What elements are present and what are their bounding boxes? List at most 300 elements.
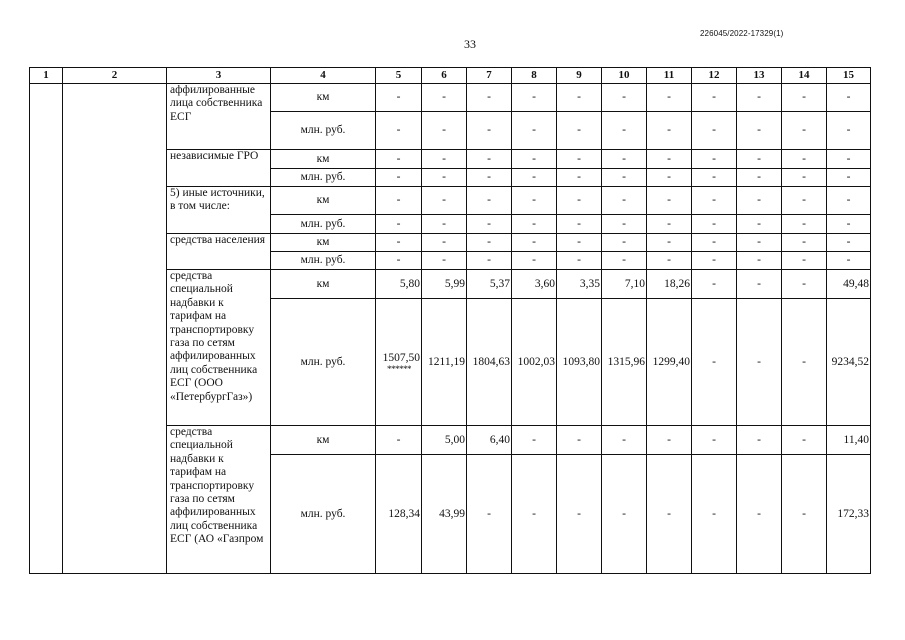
value-cell: [557, 215, 602, 234]
value-cell: [602, 215, 647, 234]
value-text: -: [622, 217, 626, 230]
value-cell: [602, 112, 647, 150]
unit-cell: млн. руб.: [271, 169, 376, 187]
value-cell: [782, 187, 827, 215]
value-cell: [422, 215, 467, 234]
value-text: -: [396, 171, 401, 183]
unit-cell: млн. руб.: [271, 252, 376, 270]
value-text: -: [846, 171, 851, 183]
value-cell: [647, 299, 692, 426]
value-text: -: [757, 91, 761, 103]
value-text: -: [802, 124, 806, 136]
value-text: -: [396, 152, 401, 165]
value-text: -: [532, 194, 536, 206]
value-text: -: [622, 152, 626, 165]
value-cell: [737, 215, 782, 234]
value-cell: [422, 112, 467, 150]
value-text: -: [442, 236, 446, 248]
value-text: -: [846, 217, 851, 230]
value-text: -: [577, 254, 581, 266]
value-cell: [782, 426, 827, 455]
value-text: -: [577, 507, 581, 520]
value-text: -: [487, 236, 491, 248]
value-text: -: [622, 91, 626, 103]
column-header: 13: [737, 68, 782, 84]
value-text: 1093,80: [562, 355, 600, 368]
value-cell: [557, 455, 602, 574]
value-text: 128,34: [388, 507, 420, 520]
value-cell: [782, 270, 827, 299]
value-text: 1315,96: [607, 355, 645, 368]
value-text: -: [442, 194, 446, 206]
value-text: 172,33: [837, 507, 869, 520]
value-text: -: [667, 433, 671, 446]
value-text: -: [667, 236, 671, 248]
column-header: 2: [63, 68, 167, 84]
unit-cell: млн. руб.: [271, 215, 376, 234]
value-cell: [782, 252, 827, 270]
row-description: средства специальной надбавки к тарифам на транспортировку газа по сетям аффилированных лиц собственника ЕСГ (АО «Газпром: [167, 426, 271, 574]
value-text: -: [532, 433, 536, 446]
value-text: -: [712, 171, 716, 183]
value-text: -: [846, 254, 851, 266]
value-cell: [422, 187, 467, 215]
value-cell: [827, 84, 871, 112]
value-text: -: [487, 194, 491, 206]
value-text: -: [802, 152, 806, 165]
value-text: -: [532, 254, 536, 266]
value-text: 5,80: [399, 277, 420, 290]
page-number: 33: [464, 37, 476, 51]
value-text: -: [622, 171, 626, 183]
value-cell: [827, 169, 871, 187]
unit-cell: км: [271, 234, 376, 252]
value-text: -: [532, 91, 536, 103]
value-cell: [647, 252, 692, 270]
value-cell: [827, 234, 871, 252]
value-text: -: [712, 152, 716, 165]
value-cell: [692, 84, 737, 112]
value-cell: [422, 169, 467, 187]
value-text: -: [712, 194, 716, 206]
value-text: 5,00: [444, 433, 465, 446]
value-cell: [737, 169, 782, 187]
value-cell: [512, 299, 557, 426]
value-cell: [422, 270, 467, 299]
value-text: -: [802, 254, 806, 266]
value-cell: [647, 112, 692, 150]
value-cell: [512, 169, 557, 187]
value-text: 1002,03: [517, 355, 555, 368]
value-cell: [376, 169, 422, 187]
value-cell: [376, 112, 422, 150]
value-cell: [602, 84, 647, 112]
value-text: -: [577, 124, 581, 136]
value-cell: [827, 426, 871, 455]
value-text: -: [487, 152, 491, 165]
column-header: 9: [557, 68, 602, 84]
value-cell: [376, 215, 422, 234]
col1-cell: [30, 84, 63, 574]
value-cell: [376, 84, 422, 112]
value-cell: [782, 299, 827, 426]
value-text: -: [577, 236, 581, 248]
value-text: -: [622, 124, 626, 136]
value-text: -: [667, 152, 671, 165]
value-cell: [692, 234, 737, 252]
value-text: -: [846, 124, 851, 136]
value-text: 49,48: [843, 277, 869, 290]
value-cell: [376, 187, 422, 215]
value-text: -: [757, 254, 761, 266]
value-cell: [557, 150, 602, 169]
value-cell: [737, 150, 782, 169]
value-cell: [737, 187, 782, 215]
value-text: 3,35: [579, 277, 600, 290]
value-cell: [692, 215, 737, 234]
value-text: -: [487, 124, 491, 136]
column-header: 14: [782, 68, 827, 84]
value-cell: [782, 455, 827, 574]
value-text: -: [396, 254, 401, 266]
value-cell: [692, 270, 737, 299]
value-cell: [467, 187, 512, 215]
value-text: -: [757, 171, 761, 183]
value-cell: [827, 112, 871, 150]
value-cell: [602, 426, 647, 455]
unit-cell: км: [271, 270, 376, 299]
value-text: -: [846, 91, 851, 103]
value-cell: [557, 187, 602, 215]
value-cell: [602, 299, 647, 426]
value-cell: [737, 252, 782, 270]
value-cell: [647, 150, 692, 169]
value-cell: [737, 426, 782, 455]
value-cell: [602, 187, 647, 215]
unit-cell: млн. руб.: [271, 299, 376, 426]
value-text: 11,40: [843, 433, 869, 446]
value-text: -: [442, 124, 446, 136]
value-text: -: [667, 124, 671, 136]
value-cell: [467, 252, 512, 270]
value-text: -: [712, 433, 716, 446]
value-text: -: [532, 236, 536, 248]
value-cell: [376, 234, 422, 252]
value-cell: [467, 455, 512, 574]
value-text: -: [487, 91, 491, 103]
document-number: 226045/2022-17329(1): [700, 29, 784, 38]
value-text: 3,60: [534, 277, 555, 290]
value-cell: [647, 455, 692, 574]
row-description: независимые ГРО: [167, 150, 271, 187]
value-cell: [647, 84, 692, 112]
value-cell: [467, 299, 512, 426]
value-text: -: [396, 91, 401, 103]
value-text: 9234,52: [831, 355, 869, 368]
value-text: 18,26: [664, 277, 690, 290]
value-text: -: [802, 507, 806, 520]
value-cell: [782, 150, 827, 169]
column-header: 15: [827, 68, 871, 84]
value-cell: [467, 234, 512, 252]
value-text: -: [396, 194, 401, 206]
value-cell: [782, 112, 827, 150]
value-text: -: [712, 277, 716, 290]
value-cell: [376, 270, 422, 299]
column-header: 5: [376, 68, 422, 84]
column-header: 4: [271, 68, 376, 84]
value-text: -: [712, 124, 716, 136]
unit-cell: млн. руб.: [271, 112, 376, 150]
value-text: -: [712, 254, 716, 266]
value-cell: [467, 426, 512, 455]
value-text: -: [757, 507, 761, 520]
value-text: -: [757, 355, 761, 368]
value-cell: [647, 426, 692, 455]
value-text: -: [622, 254, 626, 266]
column-header: 10: [602, 68, 647, 84]
value-cell: [557, 84, 602, 112]
value-text: -: [577, 194, 581, 206]
value-text: -: [577, 217, 581, 230]
value-text: -: [396, 236, 401, 248]
value-cell: [512, 234, 557, 252]
value-cell: [557, 426, 602, 455]
value-cell: [737, 84, 782, 112]
value-text: -: [532, 152, 536, 165]
value-text: -: [577, 171, 581, 183]
value-text: -: [757, 217, 761, 230]
value-cell: [467, 112, 512, 150]
value-cell: [692, 187, 737, 215]
value-cell: [512, 270, 557, 299]
value-text: 43,99: [439, 507, 465, 520]
value-text: 7,10: [624, 277, 645, 290]
column-header: 6: [422, 68, 467, 84]
column-header: 1: [30, 68, 63, 84]
value-cell: [782, 84, 827, 112]
value-text: -: [577, 433, 581, 446]
value-cell: [602, 150, 647, 169]
investment-table: [29, 67, 871, 574]
value-text: 5,37: [489, 277, 510, 290]
value-text: -: [487, 254, 491, 266]
value-cell: [467, 84, 512, 112]
column-header: 11: [647, 68, 692, 84]
column-header: 8: [512, 68, 557, 84]
value-text: 1211,19: [428, 355, 465, 368]
value-text: -: [846, 152, 851, 165]
value-text: -: [667, 194, 671, 206]
value-cell: [602, 169, 647, 187]
value-text: -: [442, 171, 446, 183]
column-header: 3: [167, 68, 271, 84]
value-cell: [692, 169, 737, 187]
value-text: -: [712, 91, 716, 103]
value-cell: [557, 252, 602, 270]
value-text: -: [757, 152, 761, 165]
value-text: -: [667, 171, 671, 183]
value-cell: [422, 84, 467, 112]
value-text: 6,40: [489, 433, 510, 446]
value-cell: [422, 234, 467, 252]
value-cell: [692, 150, 737, 169]
value-cell: [557, 112, 602, 150]
value-text: -: [802, 433, 806, 446]
value-cell: [782, 169, 827, 187]
value-cell: [827, 150, 871, 169]
value-cell: [422, 455, 467, 574]
column-header: 12: [692, 68, 737, 84]
value-cell: [647, 215, 692, 234]
value-cell: [422, 299, 467, 426]
value-text: -: [757, 124, 761, 136]
value-text: -: [802, 91, 806, 103]
value-cell: [737, 299, 782, 426]
value-text: -: [396, 217, 401, 230]
value-cell: [422, 252, 467, 270]
value-cell: [692, 455, 737, 574]
value-cell: [827, 252, 871, 270]
row-description: 5) иные источники, в том числе:: [167, 187, 271, 234]
value-cell: [827, 455, 871, 574]
value-cell: [467, 215, 512, 234]
value-text: -: [577, 152, 581, 165]
value-text: -: [757, 433, 761, 446]
value-text: -: [802, 277, 806, 290]
value-text: 1507,50: [382, 351, 420, 364]
unit-cell: млн. руб.: [271, 455, 376, 574]
value-text: -: [487, 217, 491, 230]
unit-cell: км: [271, 84, 376, 112]
row-description: средства населения: [167, 234, 271, 270]
value-text: -: [757, 277, 761, 290]
value-text: -: [667, 91, 671, 103]
value-text: -: [532, 124, 536, 136]
value-cell: [512, 455, 557, 574]
unit-cell: км: [271, 150, 376, 169]
value-text: 5,99: [444, 277, 465, 290]
value-text: -: [487, 171, 491, 183]
table-row: [30, 84, 871, 112]
value-text: -: [846, 236, 851, 248]
value-text: -: [757, 194, 761, 206]
value-text: -: [802, 236, 806, 248]
value-cell: [737, 112, 782, 150]
value-cell: [467, 270, 512, 299]
value-cell: [512, 426, 557, 455]
value-text: -: [532, 217, 536, 230]
value-text: -: [757, 236, 761, 248]
column-header: 7: [467, 68, 512, 84]
value-cell: [602, 234, 647, 252]
value-text: -: [802, 194, 806, 206]
value-cell: [602, 252, 647, 270]
header-row: [30, 68, 871, 84]
value-cell: [827, 270, 871, 299]
value-cell: [557, 234, 602, 252]
value-text: -: [622, 433, 626, 446]
value-text: -: [667, 507, 671, 520]
value-text: -: [577, 91, 581, 103]
value-text: -: [622, 194, 626, 206]
value-text: 1299,40: [652, 355, 690, 368]
unit-cell: км: [271, 187, 376, 215]
value-text: -: [532, 171, 536, 183]
unit-cell: км: [271, 426, 376, 455]
value-cell: [422, 150, 467, 169]
value-text: -: [487, 507, 491, 520]
value-cell: [512, 150, 557, 169]
value-cell: [782, 234, 827, 252]
value-text: -: [712, 507, 716, 520]
value-text: -: [712, 236, 716, 248]
value-cell: [647, 234, 692, 252]
row-description: аффилированные лица собственника ЕСГ: [167, 84, 271, 150]
footnote-marker: ******: [387, 363, 411, 374]
value-cell: [512, 187, 557, 215]
value-cell: [467, 150, 512, 169]
value-cell: [376, 455, 422, 574]
value-cell: [737, 270, 782, 299]
value-cell: [602, 270, 647, 299]
value-text: -: [846, 194, 851, 206]
value-cell: [692, 426, 737, 455]
value-text: -: [532, 507, 536, 520]
value-cell: [557, 169, 602, 187]
col2-cell: [63, 84, 167, 574]
value-cell: [557, 299, 602, 426]
value-cell: [376, 426, 422, 455]
value-text: -: [712, 217, 716, 230]
value-cell: [827, 299, 871, 426]
value-cell: [827, 187, 871, 215]
value-cell: [647, 270, 692, 299]
value-cell: [512, 112, 557, 150]
value-text: -: [442, 91, 446, 103]
value-text: -: [622, 236, 626, 248]
value-text: -: [802, 217, 806, 230]
value-text: -: [442, 217, 446, 230]
value-cell: [647, 169, 692, 187]
value-text: -: [712, 355, 716, 368]
value-cell: [692, 252, 737, 270]
value-cell: [737, 455, 782, 574]
value-cell: [692, 299, 737, 426]
value-cell: [512, 215, 557, 234]
value-text: -: [667, 217, 671, 230]
value-cell: [512, 252, 557, 270]
value-cell: [737, 234, 782, 252]
value-cell: [376, 252, 422, 270]
value-text: -: [396, 124, 401, 136]
value-cell: [512, 84, 557, 112]
value-cell: [602, 455, 647, 574]
value-text: -: [442, 254, 446, 266]
value-cell: [827, 215, 871, 234]
value-text: -: [802, 355, 806, 368]
value-cell: [422, 426, 467, 455]
value-cell: [467, 169, 512, 187]
value-text: -: [622, 507, 626, 520]
value-text: -: [802, 171, 806, 183]
value-cell: [647, 187, 692, 215]
value-cell: [557, 270, 602, 299]
row-description: средства специальной надбавки к тарифам на транспортировку газа по сетям аффилированных лиц собственника ЕСГ (ООО «ПетербургГаз»): [167, 270, 271, 426]
value-text: -: [442, 152, 446, 165]
value-cell: [782, 215, 827, 234]
value-text: -: [396, 433, 401, 446]
